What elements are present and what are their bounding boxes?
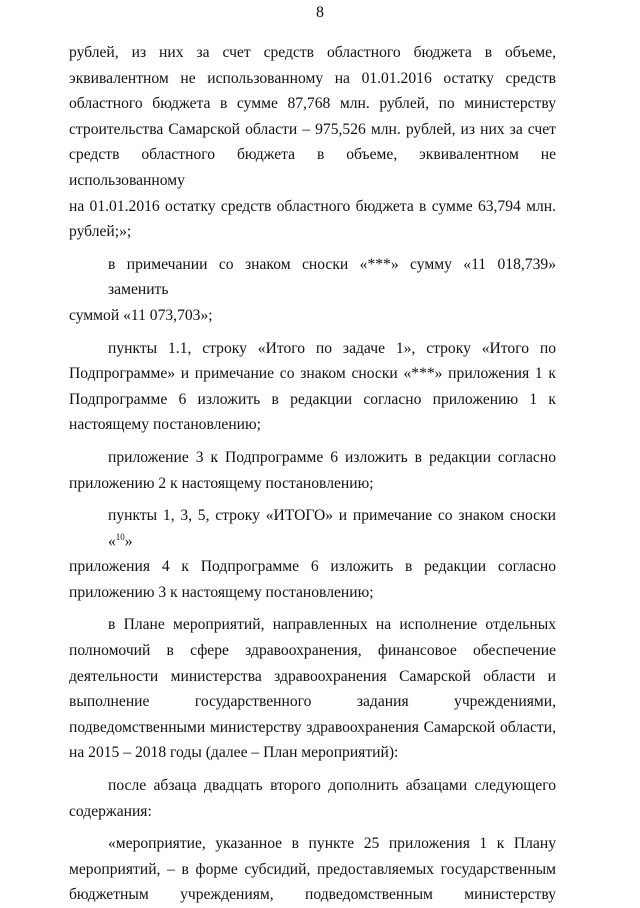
text-line: рублей, из них за счет средств областного бюджета в объеме, bbox=[69, 44, 556, 61]
text-line: на 2015 – 2018 годы (далее – План мероприятий): bbox=[69, 744, 399, 762]
text-line: подведомственными министерству здравоохранения Самарской области, bbox=[69, 718, 556, 736]
footnote-superscript: 10 bbox=[115, 531, 125, 542]
page-number: 8 bbox=[316, 4, 324, 21]
text-line: «мероприятие, указанное в пункте 25 приложения 1 к Плану bbox=[108, 835, 556, 853]
text-line: на 01.01.2016 остатку средств областного бюджета в сумме 63,794 млн. bbox=[69, 197, 556, 215]
document-body bbox=[69, 40, 556, 908]
text-line: после абзаца двадцать второго дополнить абзацами следующего bbox=[108, 777, 556, 795]
paragraph-7 bbox=[69, 773, 556, 824]
text-line: в Плане мероприятий, направленных на исполнение отдельных bbox=[108, 616, 556, 634]
text-line: строительства Самарской области – 975,526 млн. рублей, из них за счет bbox=[69, 120, 556, 138]
text-line: приложению 3 к настоящему постановлению; bbox=[69, 583, 374, 601]
text-line: эквивалентном не использованному на 01.01.2016 остатку средств bbox=[69, 69, 556, 87]
text-fragment: » bbox=[124, 532, 133, 550]
text-line bbox=[69, 503, 556, 554]
paragraph-1 bbox=[69, 40, 556, 245]
text-line: суммой «11 073,703»; bbox=[69, 306, 213, 324]
text-line: рублей;»; bbox=[69, 223, 132, 241]
text-line: Подпрограмме» и примечание со знаком сноски «***» приложения 1 к bbox=[69, 365, 556, 383]
paragraph-5 bbox=[69, 503, 556, 605]
text-line: настоящему постановлению; bbox=[69, 416, 262, 434]
paragraph-6 bbox=[69, 612, 556, 766]
text-line: мероприятий, – в форме субсидий, предоставляемых государственным bbox=[69, 860, 556, 878]
text-line: пункты 1.1, строку «Итого по задаче 1», строку «Итого по bbox=[108, 339, 556, 357]
text-fragment: пункты 1, 3, 5, строку «ИТОГО» и примечание со знаком сноски « bbox=[108, 507, 556, 550]
text-line: выполнение государственного задания учреждениями, bbox=[69, 693, 556, 711]
text-line: бюджетным учреждениям, подведомственным министерству bbox=[69, 886, 556, 904]
paragraph-3 bbox=[69, 336, 556, 438]
paragraph-8 bbox=[69, 831, 556, 908]
text-line: содержания: bbox=[69, 802, 152, 820]
paragraph-4 bbox=[69, 445, 556, 496]
text-line: деятельности министерства здравоохранения Самарской области и bbox=[69, 667, 556, 685]
text-line: приложение 3 к Подпрограмме 6 изложить в редакции согласно bbox=[108, 448, 556, 466]
text-line: в примечании со знаком сноски «***» сумму «11 018,739» заменить bbox=[108, 255, 556, 299]
paragraph-2 bbox=[69, 252, 556, 329]
text-line: областного бюджета в сумме 87,768 млн. рублей, по министерству bbox=[69, 95, 556, 113]
text-line: Подпрограмме 6 изложить в редакции согласно приложению 1 к bbox=[69, 390, 556, 408]
text-line: полномочий в сфере здравоохранения, финансовое обеспечение bbox=[69, 642, 556, 660]
text-line: приложению 2 к настоящему постановлению; bbox=[69, 474, 374, 492]
text-line: приложения 4 к Подпрограмме 6 изложить в редакции согласно bbox=[69, 558, 556, 576]
text-line: средств областного бюджета в объеме, эквивалентном не использованному bbox=[69, 146, 556, 189]
